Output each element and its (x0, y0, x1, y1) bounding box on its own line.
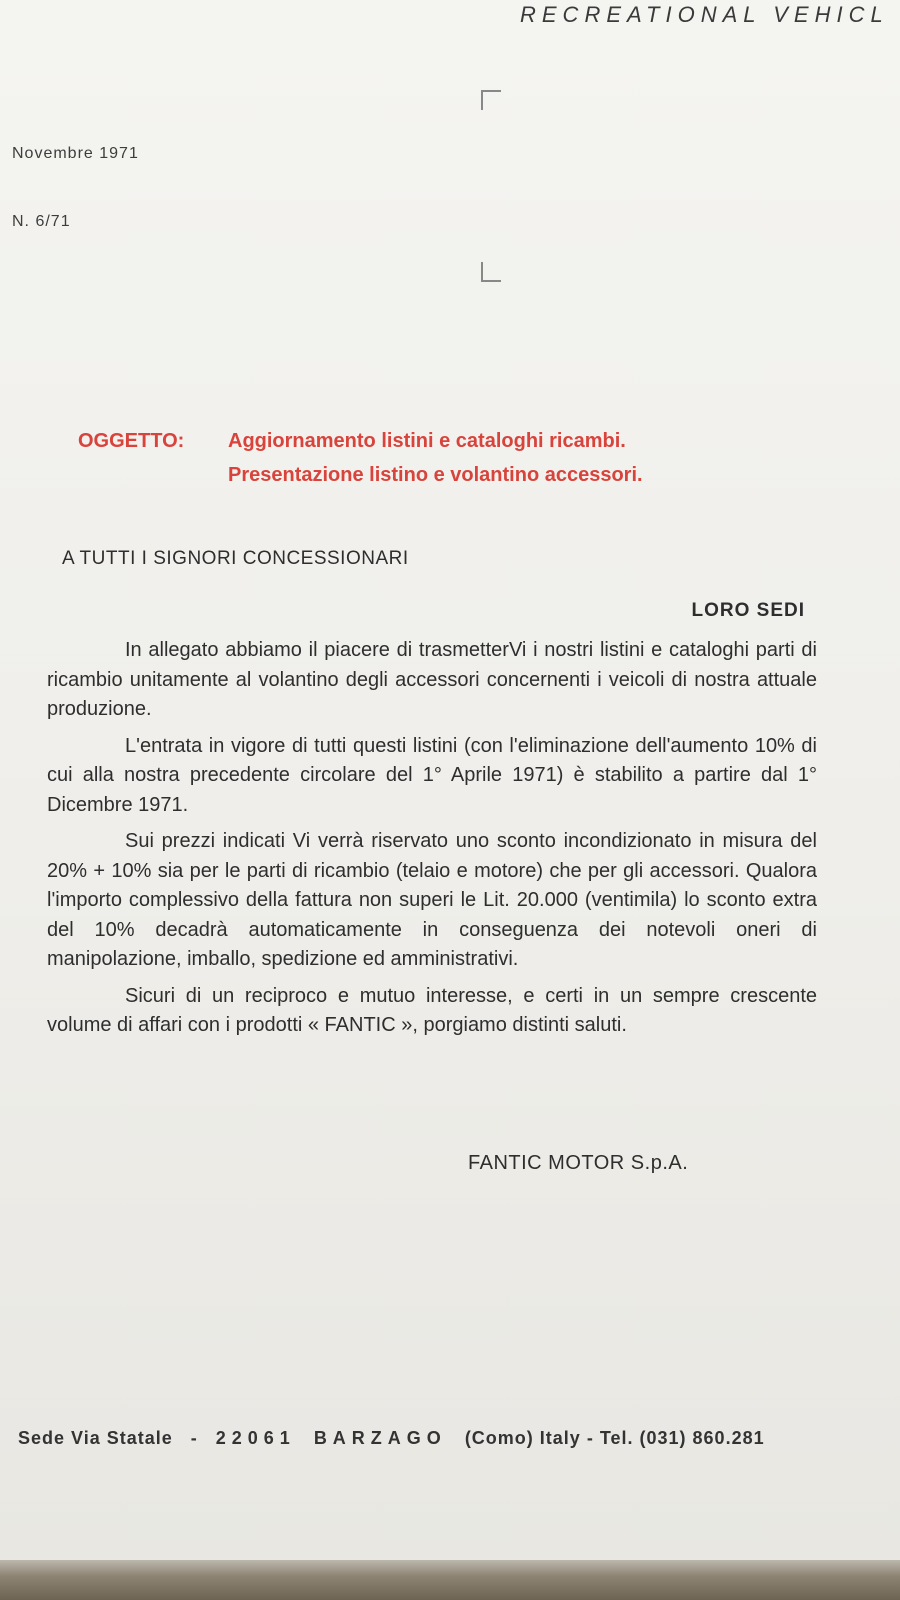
table-surface (0, 1560, 900, 1600)
footer-sede: Sede Via Statale (18, 1428, 173, 1448)
letterhead-banner: RECREATIONAL VEHICL (520, 2, 889, 27)
footer-address (18, 1428, 765, 1449)
subject-block (78, 424, 643, 492)
body-paragraph-2: L'entrata in vigore di tutti questi listini (con l'eliminazione dell'aumento 10% di cui alla nostra precedente circolare del 1° Aprile 1971) è stabilito a partire dal 1° Dicembre 1971. (47, 734, 817, 816)
letter-number: N. 6/71 (12, 213, 71, 230)
fold-mark-bottom (481, 262, 501, 282)
letter-date: Novembre 1971 (12, 145, 139, 162)
subject-text-2: Presentazione listino e volantino accessori. (228, 464, 643, 486)
footer-city: BARZAGO (313, 1428, 447, 1448)
loro-sedi: LORO SEDI (691, 600, 805, 621)
fold-mark-top (481, 90, 501, 110)
footer-dash: - (190, 1428, 198, 1448)
body-paragraph-3: Sui prezzi indicati Vi verrà riservato uno sconto incondizionato in misura del 20% + 10% sia per le parti di ricambio (telaio e motore) che per gli accessori. Qualora l'importo complessivo della fattura non superi le Lit. 20.000 (ventimila) lo sconto extra del 10% decadrà automaticamente in conseguenza dei notevoli oneri di manipolazione, imballo, spedizione ed amministrativi. (47, 830, 817, 970)
body-paragraph-4: Sicuri di un reciproco e mutuo interesse, e certi in un sempre crescente volume di affari con i prodotti « FANTIC », porgiamo distinti saluti. (47, 984, 817, 1036)
footer-tel: - Tel. (031) 860.281 (586, 1428, 765, 1448)
letter-body (47, 636, 817, 1048)
subject-label: OGGETTO: (78, 430, 185, 452)
addressee-line: A TUTTI I SIGNORI CONCESSIONARI (62, 548, 409, 569)
footer-cap: 22061 (215, 1428, 296, 1448)
subject-text-1: Aggiornamento listini e cataloghi ricambi. (228, 430, 626, 452)
signature: FANTIC MOTOR S.p.A. (468, 1152, 689, 1174)
subject-line-1 (78, 424, 643, 458)
body-paragraph-1: In allegato abbiamo il piacere di trasmetterVi i nostri listini e cataloghi parti di ricambio unitamente al volantino degli accessori concernenti i veicoli di nostra attuale produzione. (47, 639, 817, 720)
footer-region: (Como) Italy (464, 1428, 581, 1448)
